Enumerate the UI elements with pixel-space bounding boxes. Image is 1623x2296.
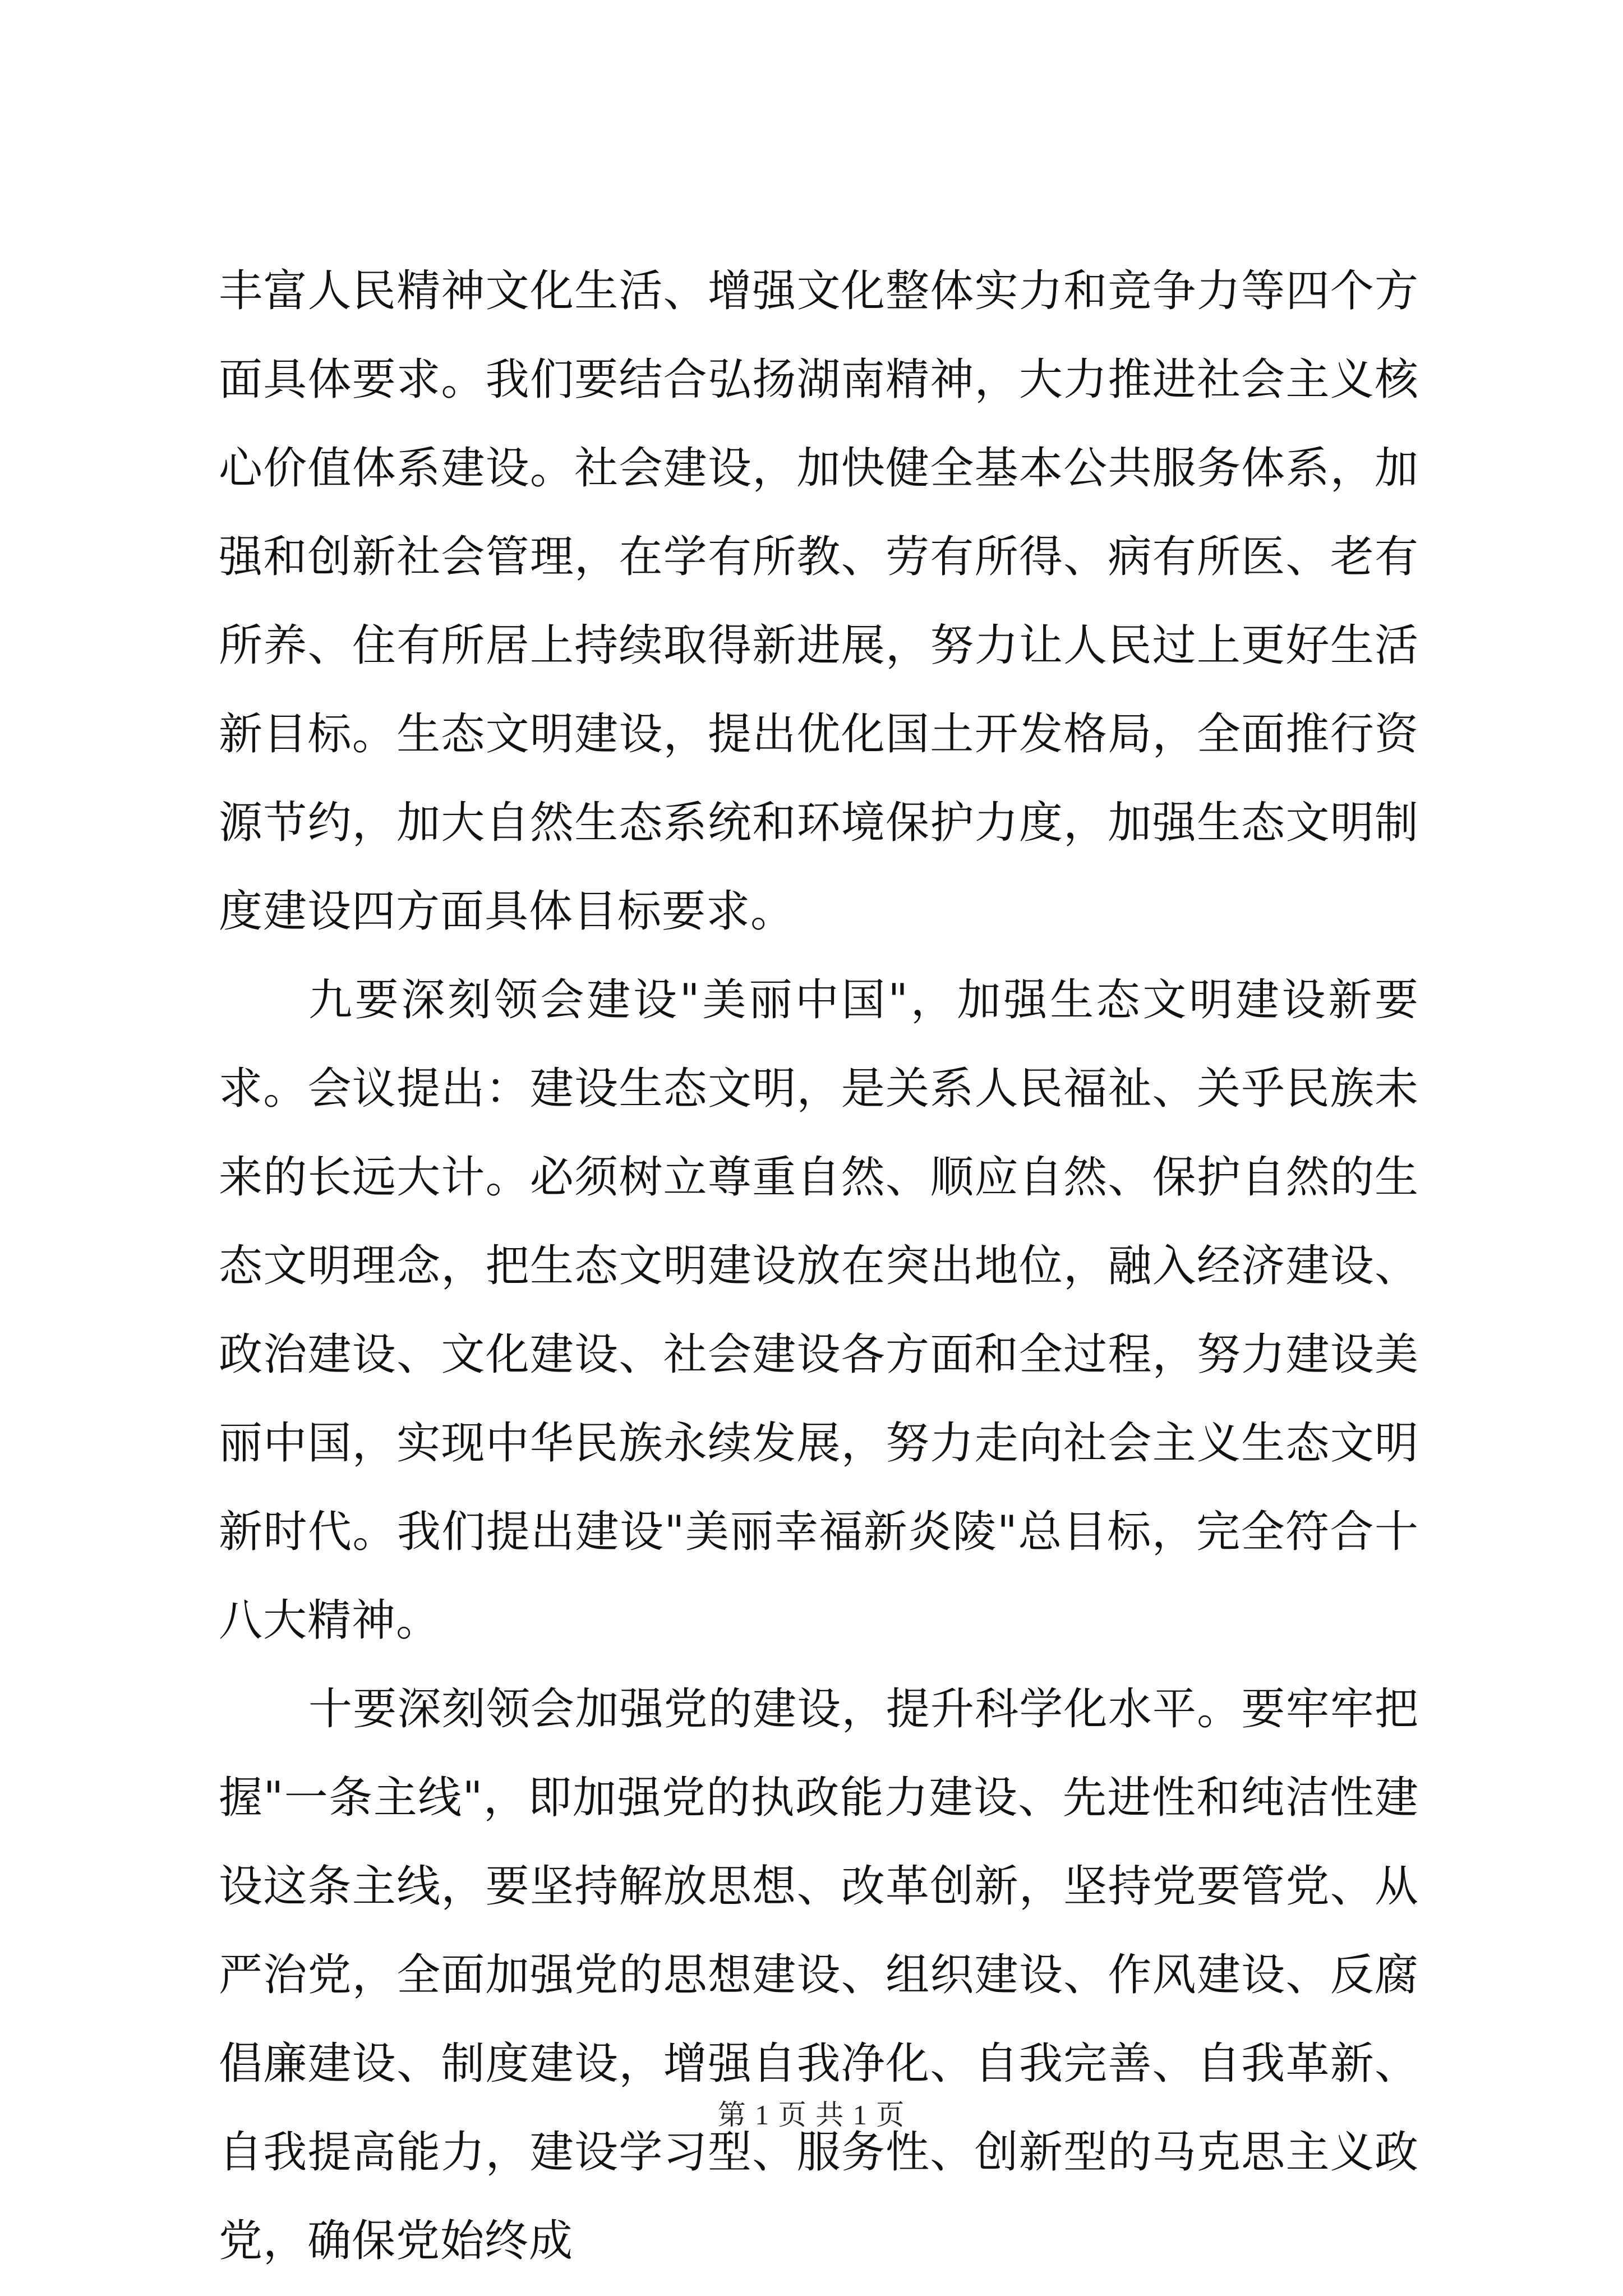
page-footer: 第 1 页 共 1 页: [717, 2099, 906, 2131]
paragraph-continuation: 丰富人民精神文化生活、增强文化整体实力和竞争力等四个方面具体要求。我们要结合弘扬湖南精神，大力推进社会主义核心价值体系建设。社会建设，加快健全基本公共服务体系，加强和创新社会管理，在学有所教、劳有所得、病有所医、老有所养、住有所居上持续取得新进展，努力让人民过上更好生活新目标。生态文明建设，提出优化国土开发格局，全面推行资源节约，加大自然生态系统和环境保护力度，加强生态文明制度建设四方面具体目标要求。: [219, 266, 1419, 937]
document-body: [219, 247, 1419, 2285]
paragraph-ten: 十要深刻领会加强党的建设，提升科学化水平。要牢牢把握"一条主线"，即加强党的执政能力建设、先进性和纯洁性建设这条主线，要坚持解放思想、改革创新，坚持党要管党、从严治党，全面加强党的思想建设、组织建设、作风建设、反腐倡廉建设、制度建设，增强自我净化、自我完善、自我革新、自我提高能力，建设学习型、服务性、创新型的马克思主义政党，确保党始终成: [219, 1684, 1419, 2266]
paragraph-nine: 九要深刻领会建设"美丽中国"，加强生态文明建设新要求。会议提出：建设生态文明，是关系人民福祉、关乎民族未来的长远大计。必须树立尊重自然、顺应自然、保护自然的生态文明理念，把生态文明建设放在突出地位，融入经济建设、政治建设、文化建设、社会建设各方面和全过程，努力建设美丽中国，实现中华民族永续发展，努力走向社会主义生态文明新时代。我们提出建设"美丽幸福新炎陵"总目标，完全符合十八大精神。: [219, 975, 1419, 1646]
